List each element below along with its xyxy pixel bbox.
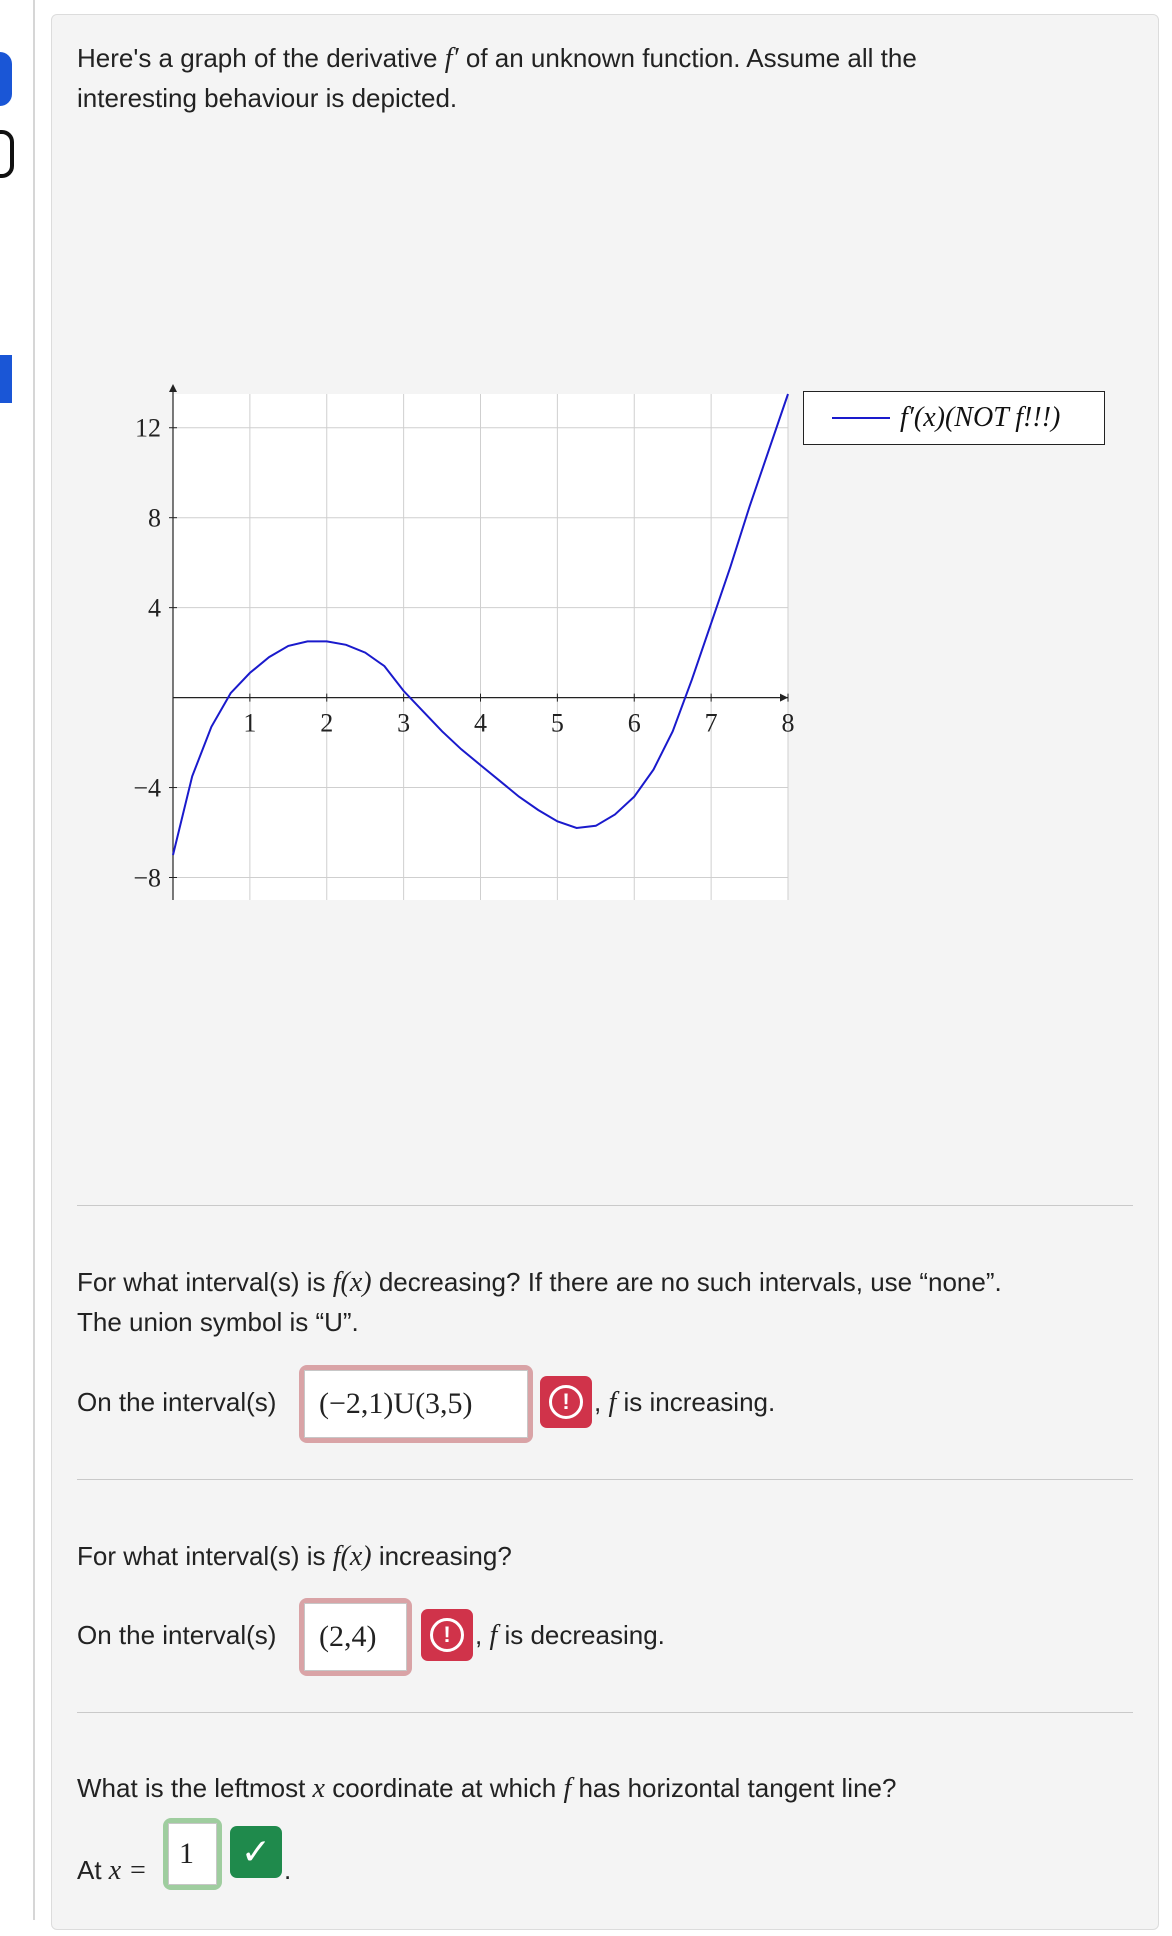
intro-line-2: interesting behaviour is depicted.	[77, 83, 458, 113]
q2-prompt	[77, 1536, 512, 1577]
q3-answer-field[interactable]: 1	[168, 1823, 217, 1885]
y-tick-label: 4	[148, 593, 161, 623]
q1-prompt-b: decreasing? If there are no such intervals, use “none”.	[371, 1267, 1002, 1297]
y-tick-labels	[133, 414, 161, 893]
x-tick-label: 4	[474, 708, 487, 738]
left-rail	[33, 0, 35, 1920]
q2-incorrect-badge[interactable]	[421, 1609, 473, 1661]
q1-prompt-line-2: The union symbol is “U”.	[77, 1307, 359, 1337]
legend-swatch	[832, 417, 890, 419]
q2-answer-prefix: On the interval(s)	[77, 1620, 277, 1650]
q2-answer-field[interactable]: (2,4)	[304, 1603, 407, 1671]
q2-suffix-comma: ,	[475, 1620, 483, 1650]
q1-answer-prefix: On the interval(s)	[77, 1387, 277, 1417]
nav-marker-outline[interactable]	[0, 130, 14, 178]
q1-prompt-math: f(x)	[332, 1267, 372, 1298]
divider-3	[77, 1712, 1133, 1713]
q3-prompt-b: coordinate at which	[324, 1773, 564, 1803]
intro-text-a: Here's a graph of the derivative	[77, 43, 445, 73]
intro-line-1	[77, 38, 917, 79]
q1-suffix-comma: ,	[594, 1387, 602, 1417]
q2-prompt-math: f(x)	[332, 1541, 372, 1572]
x-tick-label: 3	[397, 708, 411, 738]
y-tick-label: −8	[133, 863, 161, 893]
q2-suffix-math: f	[489, 1620, 498, 1651]
q1-suffix-text: is increasing.	[616, 1387, 776, 1417]
q2-prompt-a: For what interval(s) is	[77, 1541, 333, 1571]
q2-suffix-text: is decreasing.	[497, 1620, 665, 1650]
x-tick-label: 7	[704, 708, 718, 738]
q3-prompt-c: has horizontal tangent line?	[571, 1773, 897, 1803]
alert-icon: !	[549, 1385, 583, 1419]
divider-1	[77, 1205, 1133, 1206]
y-axis-arrow	[169, 384, 177, 392]
legend-label: f′(x)(NOT f!!!)	[900, 402, 1061, 433]
alert-icon: !	[430, 1618, 464, 1652]
y-tick-label: −4	[133, 773, 161, 803]
intro-math: f′	[444, 43, 459, 74]
q1-answer-field[interactable]: (−2,1)U(3,5)	[304, 1370, 528, 1438]
q3-correct-badge[interactable]	[230, 1826, 282, 1878]
y-tick-label: 12	[135, 413, 161, 443]
nav-marker-active[interactable]	[0, 52, 12, 106]
q3-prompt-math-x: x	[312, 1773, 325, 1804]
q3-prompt-a: What is the leftmost	[77, 1773, 313, 1803]
x-tick-label: 2	[320, 708, 334, 738]
chart-grid	[173, 394, 788, 900]
derivative-chart	[100, 380, 800, 920]
q3-answer-field-frame	[163, 1818, 222, 1890]
q1-suffix-math: f	[608, 1387, 617, 1418]
q3-answer-prefix	[77, 1850, 147, 1891]
intro-text-b: of an unknown function. Assume all the	[458, 43, 917, 73]
q1-prompt-a: For what interval(s) is	[77, 1267, 333, 1297]
q3-prompt-math-f: f	[563, 1773, 572, 1804]
y-tick-label: 8	[148, 503, 161, 533]
chart-legend	[803, 391, 1105, 445]
x-tick-label: 5	[550, 708, 564, 738]
q3-prefix-text: At	[77, 1855, 109, 1885]
x-tick-label: 1	[243, 708, 257, 738]
q3-prefix-math: x =	[108, 1855, 148, 1886]
nav-marker-current[interactable]	[0, 355, 12, 403]
q1-suffix	[594, 1382, 775, 1423]
checkmark-icon: ✓	[240, 1831, 272, 1872]
q1-answer-field-frame	[299, 1365, 533, 1443]
q3-prompt	[77, 1768, 896, 1809]
q2-prompt-b: increasing?	[371, 1541, 512, 1571]
divider-2	[77, 1479, 1133, 1480]
q1-prompt-line-1	[77, 1262, 1002, 1303]
x-tick-label: 8	[781, 708, 795, 738]
q2-answer-field-frame	[299, 1598, 412, 1676]
q2-suffix	[475, 1615, 665, 1656]
q1-incorrect-badge[interactable]	[540, 1376, 592, 1428]
x-tick-label: 6	[627, 708, 641, 738]
q3-suffix: .	[284, 1855, 292, 1885]
